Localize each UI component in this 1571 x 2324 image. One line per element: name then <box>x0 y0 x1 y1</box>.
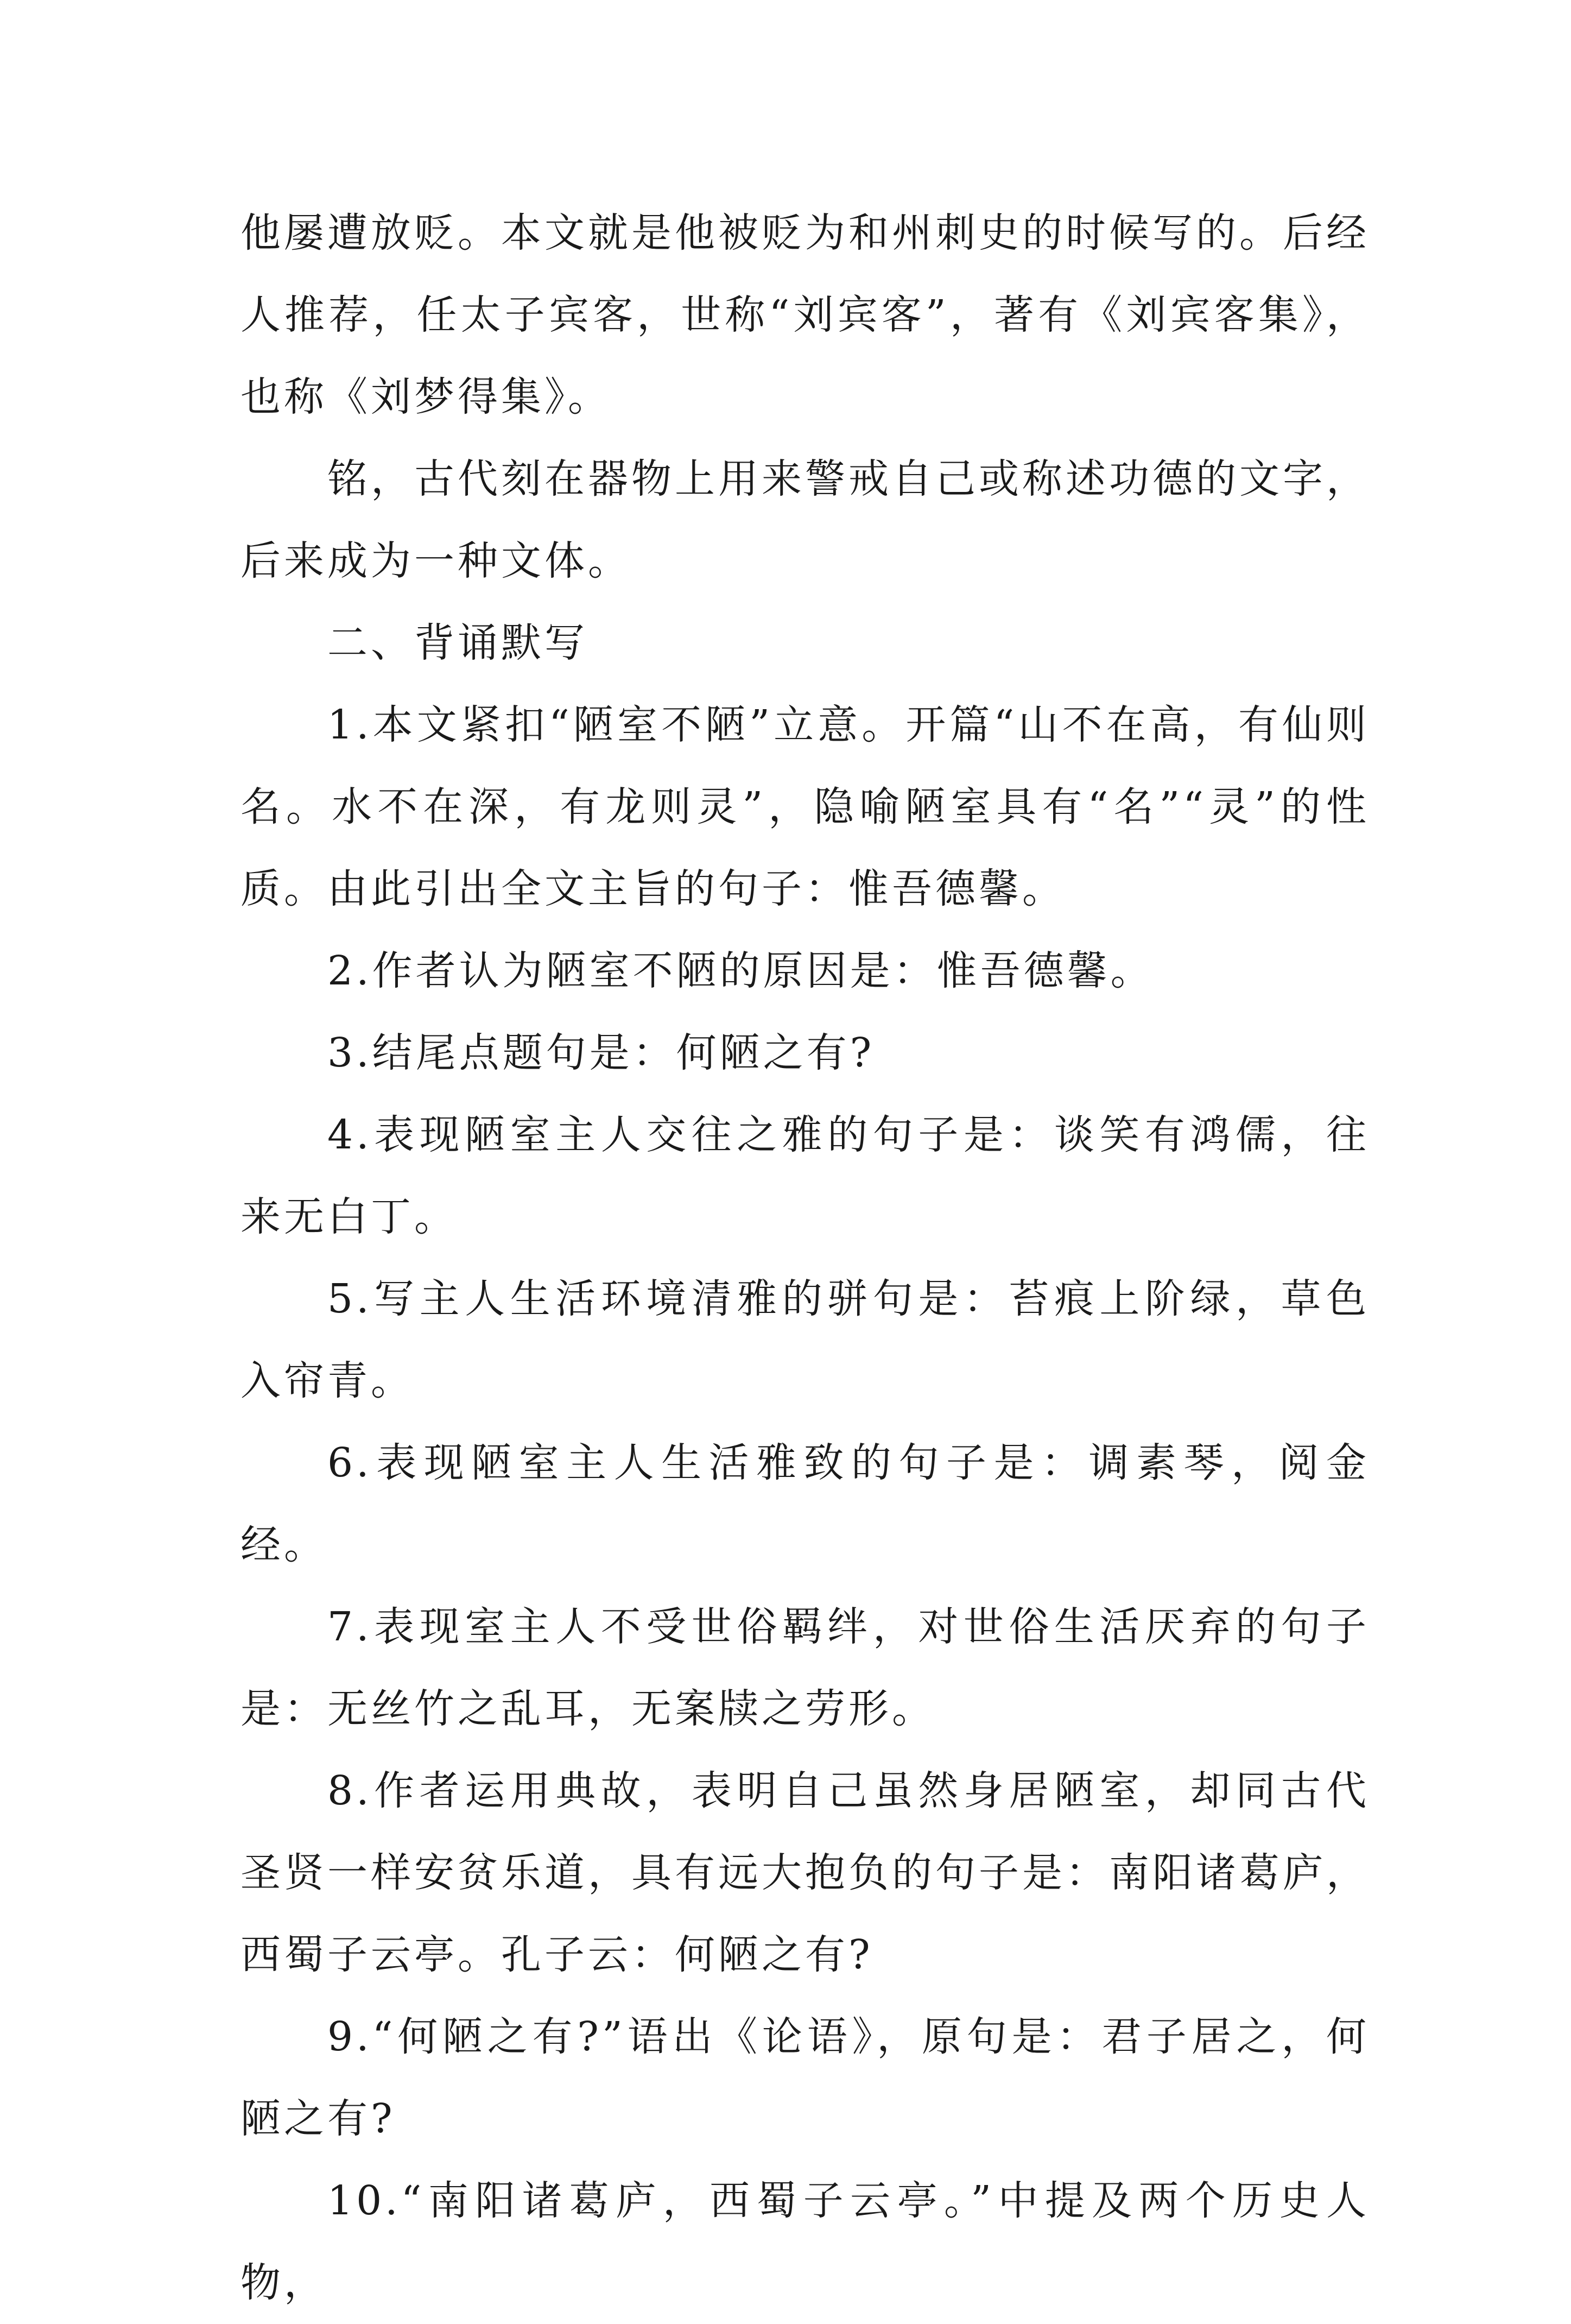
item-9: 9.“何陋之有?”语出《论语》，原句是：君子居之，何陋之有? <box>240 2013 1370 2142</box>
paragraph-ming-definition: 铭，古代刻在器物上用来警戒自己或称述功德的文字，后来成为一种文体。 <box>240 456 1370 584</box>
item-3: 3.结尾点题句是：何陋之有? <box>327 1030 875 1076</box>
section-heading-recitation: 二、背诵默写 <box>327 620 588 666</box>
item-10: 10.“南阳诸葛庐，西蜀子云亭。”中提及两个历史人物， <box>240 2177 1370 2306</box>
item-5: 5.写主人生活环境清雅的骈句是：苔痕上阶绿，草色入帘青。 <box>240 1275 1370 1404</box>
item-4: 4.表现陋室主人交往之雅的句子是：谈笑有鸿儒，往来无白丁。 <box>240 1112 1370 1240</box>
body-text <box>240 192 1370 2324</box>
item-7: 7.表现室主人不受世俗羁绊，对世俗生活厌弃的句子是：无丝竹之乱耳，无案牍之劳形。 <box>240 1603 1370 1732</box>
item-2: 2.作者认为陋室不陋的原因是：惟吾德馨。 <box>327 948 1154 994</box>
item-8: 8.作者运用典故，表明自己虽然身居陋室，却同古代圣贤一样安贫乐道，具有远大抱负的句子是：南阳诸葛庐，西蜀子云亭。孔子云：何陋之有? <box>240 1767 1370 1978</box>
item-6: 6.表现陋室主人生活雅致的句子是：调素琴，阅金经。 <box>240 1439 1370 1568</box>
paragraph-author-background: 他屡遭放贬。本文就是他被贬为和州刺史的时候写的。后经人推荐，任太子宾客，世称“刘宾客”，著有《刘宾客集》，也称《刘梦得集》。 <box>240 210 1370 420</box>
item-1: 1.本文紧扣“陋室不陋”立意。开篇“山不在高，有仙则名。水不在深，有龙则灵”，隐喻陋室具有“名”“灵”的性质。由此引出全文主旨的句子：惟吾德馨。 <box>240 702 1370 912</box>
